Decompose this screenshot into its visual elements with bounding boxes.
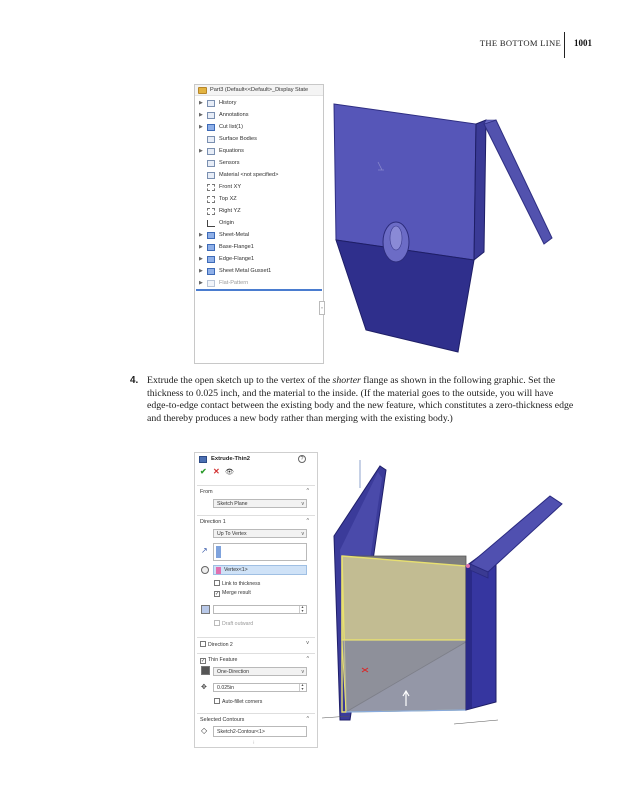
thickness-icon: ✥ (201, 684, 207, 691)
contour-diamond-icon: ◇ (201, 726, 208, 735)
dimension-line-right (454, 720, 498, 724)
chevron-down-icon[interactable]: v (306, 640, 309, 646)
thickness-spinner[interactable] (213, 683, 307, 692)
feature-manager-tree (194, 84, 324, 364)
direction-arrow-icon[interactable]: ↗ (201, 546, 208, 555)
ok-button[interactable]: ✔ (200, 467, 207, 476)
extrude-icon (199, 456, 207, 463)
vertex-value: Vertex<1> (224, 567, 248, 573)
help-icon[interactable]: ? (298, 455, 306, 463)
sensors-icon (207, 160, 215, 167)
tree-root-label: Part3 (Default<<Default>_Display State (210, 87, 309, 93)
rollback-bar[interactable] (196, 289, 322, 291)
direction2-checkbox[interactable] (200, 641, 233, 649)
pm-header (195, 453, 317, 466)
selected-contours-section (197, 713, 315, 747)
tree-item-edge-flange[interactable] (195, 254, 323, 265)
tree-item-label: Material <not specified> (219, 172, 279, 178)
tree-root-part[interactable] (195, 85, 323, 96)
collapse-icon[interactable]: ^ (306, 518, 309, 524)
page-number: 1001 (574, 38, 592, 48)
spinner-arrows-icon[interactable]: ▲ ▼ (300, 605, 305, 613)
step-text-start: Extrude the open sketch up to the vertex of the (147, 375, 333, 386)
link-to-thickness-label: Link to thickness (222, 581, 261, 587)
from-select[interactable] (213, 499, 307, 508)
direction1-label: Direction 1 (200, 519, 226, 525)
link-to-thickness-checkbox[interactable] (214, 580, 260, 588)
header-divider (564, 32, 565, 58)
right-wall-edge (466, 562, 472, 710)
tree-item-equations[interactable] (195, 146, 323, 157)
tree-item-front-plane[interactable] (195, 182, 323, 193)
extrude-thin-property-manager (194, 452, 318, 748)
thin-feature-checkbox[interactable] (200, 657, 237, 664)
draft-icon[interactable] (201, 605, 210, 614)
panel-resize-handle[interactable]: « (319, 301, 325, 315)
edge-flange-icon (207, 256, 215, 263)
surface-bodies-icon (207, 136, 215, 143)
tree-item-label: Front XY (219, 184, 242, 190)
tree-item-label: Sensors (219, 160, 240, 166)
direction2-label: Direction 2 (208, 642, 233, 648)
tree-item-label: Right YZ (219, 208, 241, 214)
extrude-preview-lower (342, 640, 466, 712)
origin-icon (207, 220, 215, 227)
step-number: 4. (130, 375, 139, 386)
angled-flange (484, 120, 552, 244)
merge-result-label: Merge result (222, 590, 251, 596)
tree-item-label: Sheet-Metal (219, 232, 250, 238)
tree-item-base-flange[interactable] (195, 242, 323, 253)
cancel-button[interactable]: ✕ (213, 467, 220, 476)
tree-item-label: Cut list(1) (219, 124, 243, 130)
direction-selection-box[interactable] (213, 543, 307, 561)
selected-vertex-marker (466, 564, 470, 568)
collapse-icon[interactable]: ^ (306, 716, 309, 722)
thin-feature-section (197, 653, 315, 711)
checkbox-checked-icon: ✓ (215, 591, 220, 597)
end-condition-select[interactable] (213, 529, 307, 538)
collapse-icon[interactable]: ^ (306, 656, 309, 662)
tree-item-cut-list[interactable] (195, 122, 323, 133)
vertex-selection-box[interactable] (213, 565, 307, 575)
flat-pattern-icon (207, 280, 215, 287)
from-select-value: Sketch Plane (217, 501, 248, 507)
tree-item-label: Flat-Pattern (219, 280, 249, 286)
auto-fillet-label: Auto-fillet corners (222, 699, 263, 705)
material-icon (207, 172, 215, 179)
vertex-icon (201, 566, 209, 574)
gusset-highlight (390, 226, 402, 250)
step-text-end: flange as shown in the following graphic. Set the thickness to 0.025 inch, and the material to the inside. (If the material goes to the outside, you will have edge-to-edge contact between the existing body and the new feature, which constitutes a zero-thickness edge and thereby produces a new body rather than merging with the existing body.) (147, 375, 574, 424)
expand-arrow-icon[interactable]: ▶ (199, 256, 203, 262)
thin-feature-label: Thin Feature (208, 657, 238, 663)
selection-color-swatch (216, 546, 221, 558)
expand-arrow-icon[interactable]: ▶ (199, 124, 203, 130)
pm-title: Extrude-Thin2 (211, 456, 250, 462)
expand-arrow-icon[interactable]: ▶ (199, 232, 203, 238)
draft-angle-spinner[interactable] (213, 605, 307, 614)
auto-fillet-checkbox[interactable] (214, 698, 262, 706)
thin-type-value: One-Direction (217, 669, 250, 675)
tree-item-label: Sheet Metal Gusset1 (219, 268, 272, 274)
tree-item-label: Edge-Flange1 (219, 256, 255, 262)
direction1-section (197, 515, 315, 637)
running-header (0, 38, 636, 54)
extrude-preview-top (342, 556, 466, 640)
plane-icon (207, 196, 215, 203)
tree-item-right-plane[interactable] (195, 206, 323, 217)
tree-item-flat-pattern[interactable] (195, 278, 323, 289)
reverse-direction-icon[interactable] (201, 666, 210, 675)
draft-outward-checkbox[interactable] (214, 620, 253, 628)
annotations-icon (207, 112, 215, 119)
plane-icon (207, 208, 215, 215)
from-section (197, 485, 315, 513)
angled-flange (470, 496, 562, 572)
checkbox-empty-icon (214, 620, 220, 626)
preview-eye-icon[interactable]: 👁 (225, 469, 234, 476)
chevron-down-icon: v (301, 669, 304, 675)
expand-arrow-icon[interactable]: ▶ (199, 244, 203, 250)
tree-item-label: Annotations (219, 112, 249, 118)
expand-arrow-icon[interactable]: ▶ (199, 112, 203, 118)
expand-arrow-icon[interactable]: ▶ (199, 268, 203, 274)
box-side-face (474, 120, 486, 260)
tree-item-label: Base-Flange1 (219, 244, 254, 250)
thickness-value: 0.025in (217, 685, 235, 691)
tree-item-sheet-metal[interactable] (195, 230, 323, 241)
spinner-arrows-icon[interactable]: ▲ ▼ (300, 683, 305, 691)
direction2-section (197, 637, 315, 651)
running-title: THE BOTTOM LINE (479, 38, 561, 48)
merge-result-checkbox[interactable] (214, 590, 251, 597)
sheet-metal-icon (207, 232, 215, 239)
bottom-model-view (320, 458, 572, 740)
resize-dots-icon: ⁝ (253, 740, 255, 746)
gusset-icon (207, 268, 215, 275)
tree-item-label: Equations (219, 148, 244, 154)
tree-item-label: History (219, 100, 237, 106)
tree-item-label: Surface Bodies (219, 136, 257, 142)
step-text (147, 375, 576, 425)
selected-contours-label: Selected Contours (200, 717, 245, 723)
thin-type-select[interactable] (213, 667, 307, 676)
checkbox-empty-icon (214, 698, 220, 704)
tree-item-label: Origin (219, 220, 234, 226)
pm-actions (195, 467, 317, 479)
end-condition-value: Up To Vertex (217, 531, 247, 537)
from-label: From (200, 489, 213, 495)
checkbox-empty-icon (200, 641, 206, 647)
collapse-icon[interactable]: ^ (306, 488, 309, 494)
tree-item-sensors[interactable] (195, 158, 323, 169)
draft-outward-label: Draft outward (222, 621, 254, 627)
chevron-down-icon: v (301, 501, 304, 507)
tree-item-gusset[interactable] (195, 266, 323, 277)
tree-item-top-plane[interactable] (195, 194, 323, 205)
expand-arrow-icon[interactable]: ▶ (199, 280, 203, 286)
tree-item-material[interactable] (195, 170, 323, 181)
base-flange-icon (207, 244, 215, 251)
contour-value: Sketch2-Contour<1> (217, 729, 265, 735)
cut-list-icon (207, 124, 215, 131)
equations-icon (207, 148, 215, 155)
chevron-down-icon: v (301, 531, 304, 537)
tree-item-surface-bodies[interactable] (195, 134, 323, 145)
checkbox-checked-icon: ✓ (201, 658, 206, 664)
expand-arrow-icon[interactable]: ▶ (199, 148, 203, 154)
part-icon (198, 87, 207, 94)
tree-item-label: Top XZ (219, 196, 237, 202)
tree-item-history[interactable] (195, 98, 323, 109)
vertex-color-swatch (216, 567, 221, 574)
step-text-emphasis: shorter (332, 375, 361, 386)
tree-item-annotations[interactable] (195, 110, 323, 121)
history-icon (207, 100, 215, 107)
expand-arrow-icon[interactable]: ▶ (199, 100, 203, 106)
tree-item-origin[interactable] (195, 218, 323, 229)
contour-selection-box[interactable] (213, 726, 307, 737)
plane-icon (207, 184, 215, 191)
checkbox-empty-icon (214, 580, 220, 586)
top-model-view (326, 90, 570, 372)
